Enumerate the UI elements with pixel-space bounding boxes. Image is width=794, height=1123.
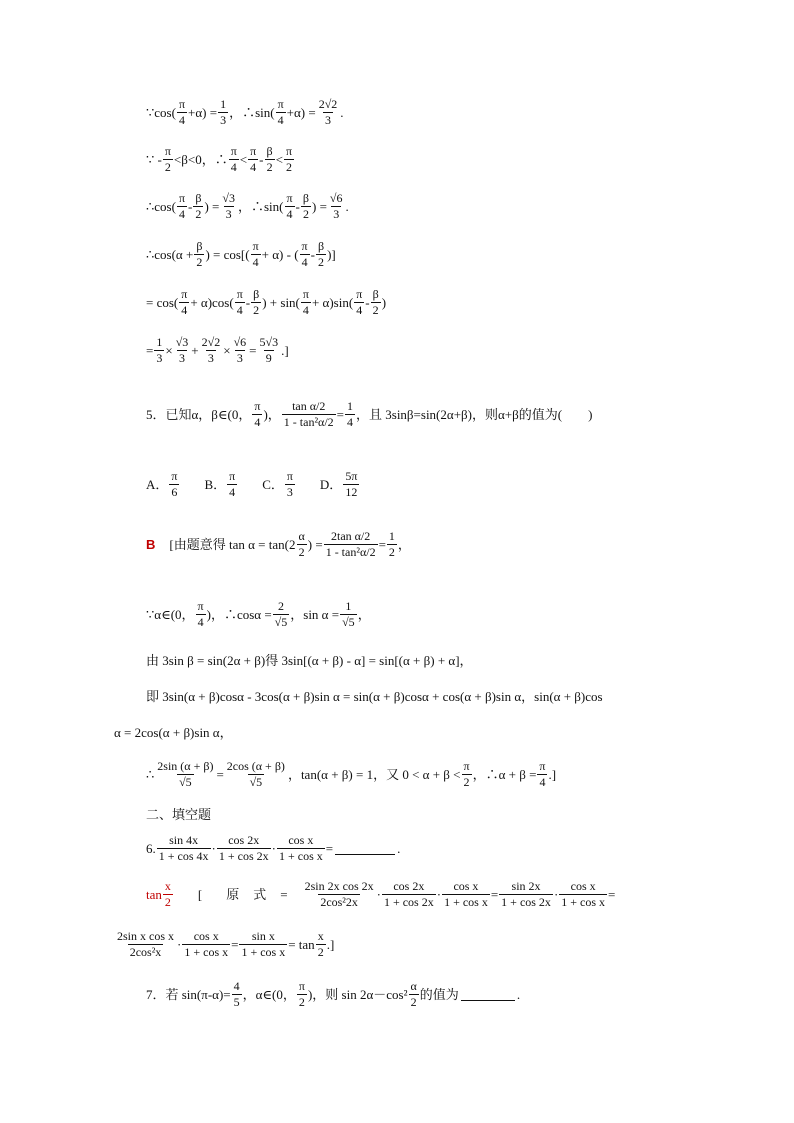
text: = (608, 887, 616, 903)
fraction: $\frac{\alpha}{2}$ (410, 979, 417, 1010)
fraction: $\frac{\sin 4x}{1 + \cos 4x}$ (158, 833, 209, 864)
answer-label: B (146, 537, 156, 553)
text: )，则 sin 2α－cos² (307, 987, 408, 1003)
text: + α)sin( (311, 295, 354, 311)
fraction: $\frac{\alpha}{2}$ (298, 529, 305, 560)
text: )， (263, 407, 281, 423)
text: 式 (253, 887, 267, 903)
section-title: 二、填空题 (146, 807, 212, 822)
answer-5-line-4 (146, 690, 603, 703)
answer-5-line-5 (114, 726, 233, 739)
fraction: $\frac{\text{sin x}}{\text{1 + cos x}}$ (241, 929, 286, 960)
text: +α) = (188, 105, 218, 121)
text: ∴cos(α + (146, 247, 194, 263)
text: = tan (288, 937, 315, 953)
fraction: $\frac{\pi}{4}$ (250, 144, 257, 175)
question-5 (146, 400, 592, 429)
text: ，α∈(0， (242, 987, 296, 1003)
option-a-value: $\frac{\pi}{6}$ (171, 469, 178, 500)
answer-5-line-3 (146, 654, 473, 667)
text: ∵α∈(0， (146, 607, 195, 623)
fraction: $\frac{√3}{3}$ (175, 335, 189, 366)
fraction: $\frac{\pi}{4}$ (181, 287, 188, 318)
text: ) = (312, 199, 327, 215)
fraction: $\frac{\pi}{4}$ (178, 97, 185, 128)
fraction: $\frac{\pi}{2}$ (298, 979, 305, 1010)
fraction: $\frac{\pi}{4}$ (252, 239, 259, 270)
text: - (245, 295, 251, 311)
solution-line-5 (146, 288, 386, 317)
option-c-value: $\frac{\pi}{3}$ (286, 469, 293, 500)
fraction: $\frac{\text{tan α/2}}{\text{1 - tan²α/2}}$ (283, 399, 334, 430)
answer-blank (335, 842, 395, 855)
text: [由题意得 tan α = tan(2 (169, 537, 296, 553)
section-heading (146, 808, 211, 821)
text: 原 (226, 887, 240, 903)
text: ) (588, 407, 593, 423)
text: ，∴α + β = (472, 767, 537, 783)
text: = (378, 537, 386, 553)
answer-label: tan (146, 887, 162, 903)
text: ， (357, 607, 371, 623)
fraction: $\frac{\pi}{4}$ (539, 759, 546, 790)
fraction: $\frac{\pi}{4}$ (254, 399, 261, 430)
text: ∴cos( (146, 199, 176, 215)
option-d-value: $\frac{5\pi}{12}$ (345, 469, 358, 500)
question-7 (146, 980, 520, 1009)
answer-5-line-2 (146, 600, 371, 629)
text: ，tan(α + β) = 1，又 0 < α + β < (287, 767, 461, 783)
text: = (249, 343, 257, 359)
fraction: $\frac{\beta}{2}$ (196, 239, 203, 270)
solution-line-6 (146, 336, 289, 365)
text: . (340, 105, 344, 121)
text: = (216, 767, 224, 783)
fraction: $\frac{\pi}{4}$ (230, 144, 237, 175)
text: . (345, 199, 349, 215)
text: - (188, 199, 193, 215)
text: ∵ - (146, 152, 162, 168)
text: ) = cos[( (205, 247, 250, 263)
fraction: $\frac{\beta}{2}$ (372, 287, 379, 318)
fraction: $\frac{\text{cos x}}{\text{1 + cos x}}$ (561, 879, 606, 910)
text: 的值为 (419, 987, 459, 1003)
fraction: $\frac{\beta}{2}$ (195, 191, 202, 222)
fraction: $\frac{1}{2}$ (388, 529, 395, 560)
text: - (295, 199, 300, 215)
fraction: $\frac{2\sin (\alpha + \beta)}{√5}$ (157, 759, 214, 790)
option-b-value: $\frac{\pi}{4}$ (229, 469, 236, 500)
fraction: $\frac{2}{√5}$ (274, 599, 288, 630)
fraction: $\frac{\pi}{2}$ (164, 144, 171, 175)
fraction: $\frac{\beta}{2}$ (302, 191, 309, 222)
text: .] (548, 767, 557, 783)
options-row (146, 470, 360, 499)
answer-6-line-2 (114, 930, 334, 959)
text: · (436, 887, 442, 903)
question-6 (146, 834, 400, 863)
text: ，∴sin( (229, 105, 275, 121)
fraction: $\frac{\text{2sin x cos x}}{\text{2cos²x}}$ (117, 929, 174, 960)
text: ∵cos( (146, 105, 176, 121)
option-c-label: C． (262, 477, 284, 493)
solution-line-3 (146, 192, 349, 221)
fraction: $\frac{1}{3}$ (220, 97, 227, 128)
text: 7．若 sin(π-α)= (146, 987, 231, 1003)
fraction: $\frac{1}{√5}$ (342, 599, 355, 630)
text: ) = (307, 537, 323, 553)
text: - (365, 295, 370, 311)
option-a-label: A． (146, 477, 169, 493)
text: = (280, 887, 288, 903)
fraction: $\frac{\cos 2x}{1 + \cos 2x}$ (218, 833, 269, 864)
text: 由 3sin β = sin(2α + β)得 3sin[(α + β) - α] = sin[(α + β) + α]， (146, 653, 473, 668)
text: ，sin α = (290, 607, 340, 623)
text: · (271, 841, 276, 857)
text: ∴ (146, 767, 155, 783)
text: × (223, 343, 231, 359)
text: + (191, 343, 199, 359)
solution-line-4 (146, 240, 336, 269)
text: = (336, 407, 345, 423)
fraction: $\frac{\beta}{2}$ (266, 144, 273, 175)
answer-5-line-6 (146, 760, 556, 789)
fraction: $\frac{\text{2tan α/2}}{\text{1 - tan²α/2}}$ (325, 529, 376, 560)
text: < (275, 152, 283, 168)
text: ，且 3sinβ=sin(2α+β)，则α+β的值为( (356, 407, 563, 423)
fraction: $\frac{\pi}{4}$ (286, 191, 293, 222)
fraction: $\frac{√6}{3}$ (329, 191, 343, 222)
text: = (231, 937, 239, 953)
fraction: $\frac{1}{4}$ (347, 399, 354, 430)
fraction: $\frac{\text{cos x}}{\text{1 + cos x}}$ (444, 879, 488, 910)
fraction: $\frac{\beta}{2}$ (253, 287, 260, 318)
text: · (553, 887, 559, 903)
text: × (165, 343, 173, 359)
fraction: $\frac{5√3}{9}$ (259, 335, 279, 366)
answer-6-line-1 (146, 880, 615, 909)
fraction: $\frac{\pi}{4}$ (236, 287, 243, 318)
answer-fraction: $\frac{x}{2}$ (164, 879, 171, 910)
text: .] (281, 343, 289, 359)
text: = (146, 343, 154, 359)
fraction: $\frac{\pi}{4}$ (277, 97, 284, 128)
text: 即 3sin(α + β)cosα - 3cos(α + β)sin α = sin(α + β)cosα + cos(α + β)sin α，sin(α + β)cos (146, 689, 603, 704)
fraction: $\frac{2√2}{3}$ (201, 335, 221, 366)
text: · (177, 937, 182, 953)
fraction: $\frac{\text{cos x}}{\text{1 + cos x}}$ (278, 833, 323, 864)
text: ) = (204, 199, 220, 215)
text: 5．已知α，β∈(0， (146, 407, 252, 423)
fraction: $\frac{\pi}{4}$ (302, 287, 309, 318)
text: < (239, 152, 248, 168)
text: + α) - ( (261, 247, 299, 263)
fraction: $\frac{\beta}{2}$ (317, 239, 325, 270)
text: ， (397, 537, 411, 553)
text: = cos( (146, 295, 179, 311)
fraction: $\frac{2\cos (\alpha + \beta)}{√5}$ (226, 759, 285, 790)
fraction: $\frac{\sin 2x}{1 + \cos 2x}$ (501, 879, 551, 910)
option-d-label: D． (319, 477, 343, 493)
fraction: $\frac{\text{cos x}}{\text{1 + cos x}}$ (184, 929, 229, 960)
text: +α) = (286, 105, 316, 121)
text: · (211, 841, 216, 857)
fraction: $\frac{4}{5}$ (233, 979, 240, 1010)
text: α = 2cos(α + β)sin α， (114, 725, 233, 740)
fraction: $\frac{\pi}{4}$ (178, 191, 185, 222)
text: [ (197, 887, 203, 903)
fraction: $\frac{\pi}{4}$ (301, 239, 308, 270)
fraction: $\frac{1}{3}$ (156, 335, 163, 366)
text: )，∴cosα = (206, 607, 272, 623)
fraction: $\frac{√3}{3}$ (222, 191, 235, 222)
fraction: $\frac{\pi}{4}$ (356, 287, 363, 318)
text: - (310, 247, 315, 263)
fraction: $\frac{\cos 2x}{1 + \cos 2x}$ (383, 879, 434, 910)
solution-line-2 (146, 145, 295, 174)
text: ，∴sin( (237, 199, 284, 215)
text: )] (327, 247, 336, 263)
fraction: $\frac{\pi}{4}$ (197, 599, 204, 630)
text: <β<0，∴ (173, 152, 228, 168)
fraction: $\frac{2√2}{3}$ (318, 97, 338, 128)
fraction: $\frac{\pi}{2}$ (463, 759, 470, 790)
text: = (325, 841, 334, 857)
fraction: $\frac{\pi}{2}$ (285, 144, 293, 175)
text: . (516, 987, 521, 1003)
text: = (490, 887, 499, 903)
text: .] (326, 937, 335, 953)
option-b-label: B． (204, 477, 227, 493)
fraction: $\frac{x}{2}$ (317, 929, 324, 960)
text: - (259, 152, 264, 168)
text: 6. (146, 841, 156, 857)
text: + α)cos( (190, 295, 234, 311)
text: ) (381, 295, 387, 311)
answer-blank (461, 988, 515, 1001)
fraction: $\frac{√6}{3}$ (233, 335, 247, 366)
text: · (376, 887, 381, 903)
text: ) + sin( (262, 295, 300, 311)
answer-5-line-1 (146, 530, 411, 559)
fraction: $\frac{\text{2sin 2x cos 2x}}{\text{2cos²2x}}$ (304, 879, 374, 910)
text: . (397, 841, 401, 857)
solution-line-1 (146, 98, 344, 127)
